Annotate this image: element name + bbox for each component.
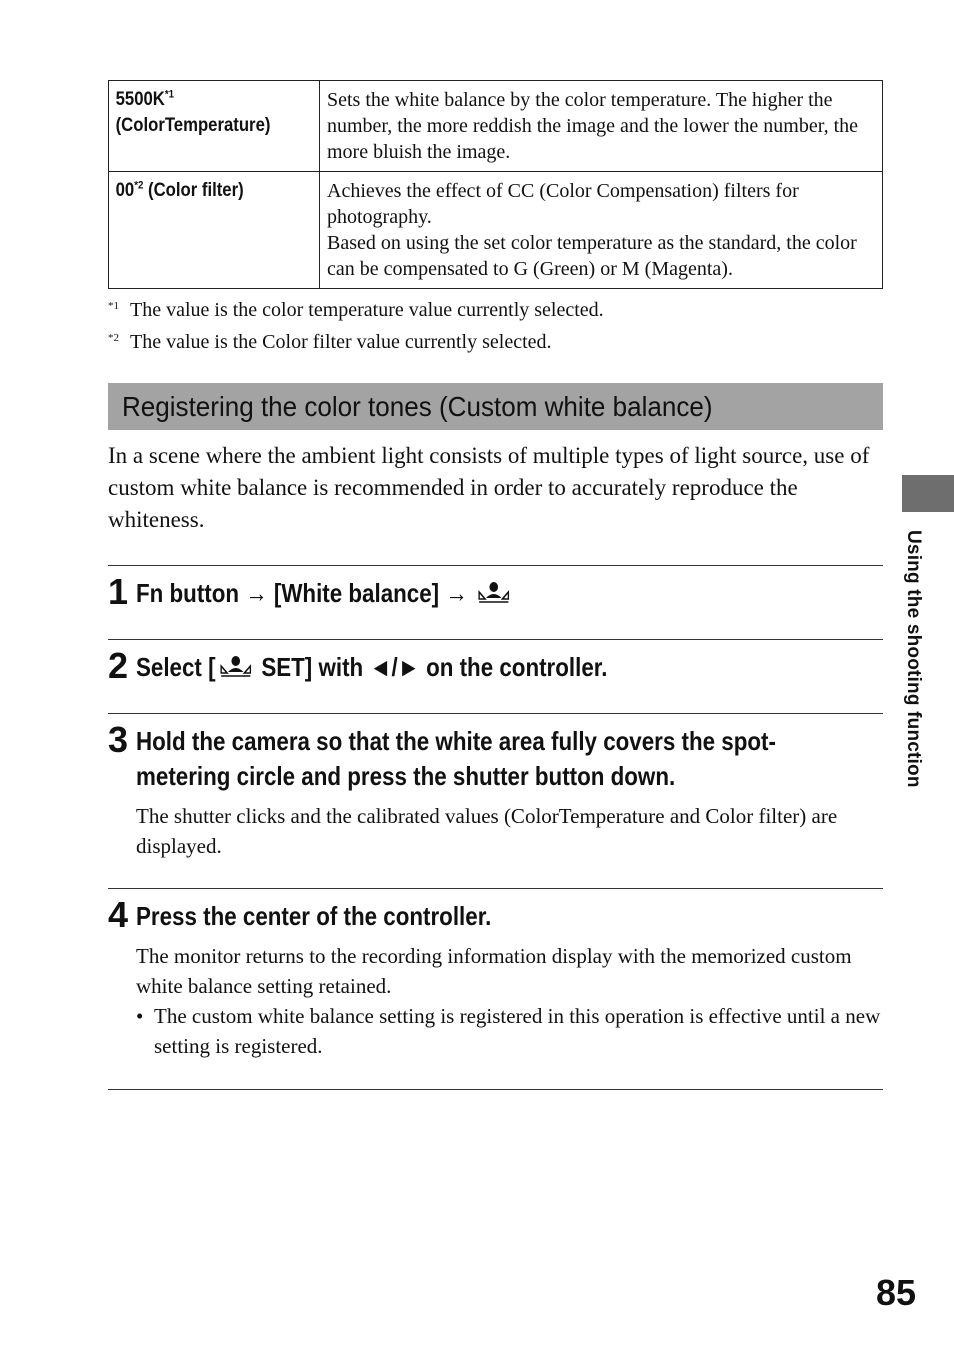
section-end-divider <box>108 1089 883 1090</box>
chapter-tab-marker <box>902 475 954 512</box>
white-balance-table <box>108 80 883 289</box>
step-divider <box>108 888 883 889</box>
section-header: Registering the color tones (Custom white balance) <box>108 383 883 430</box>
footnote: *1 The value is the color temperature value currently selected. <box>108 299 604 321</box>
step-divider <box>108 639 883 640</box>
table-desc-cell: Achieves the effect of CC (Color Compensation) filters for photography. Based on using the set color temperature as the standard, the color can be compensated to G (Green) or M (Magenta). <box>320 172 883 289</box>
page-number: 85 <box>875 1272 916 1313</box>
step-body: The monitor returns to the recording information display with the memorized custom white balance setting retained. • The custom white balance setting is registered in this operation is effective until a new setting is registered. <box>136 941 881 1061</box>
step-divider <box>108 565 883 566</box>
chapter-label: Using the shooting function <box>903 530 924 788</box>
footnote: *2 The value is the Color filter value currently selected. <box>108 331 552 353</box>
table-key-cell: 00$^{*2}$ (Color filter) <box>109 172 295 289</box>
section-intro: In a scene where the ambient light consists of multiple types of light source, use of custom white balance is recommended in order to accurately reproduce the whiteness. <box>108 443 870 532</box>
table-desc-cell: Sets the white balance by the color temperature. The higher the number, the more reddish the image and the lower the number, the more bluish the image. <box>320 81 883 172</box>
list-item: • The custom white balance setting is registered in this operation is effective until a new setting is registered. <box>136 1004 881 1058</box>
step-title: Press the center of the controller. <box>136 901 492 931</box>
step-body: The shutter clicks and the calibrated values (ColorTemperature and Color filter) are displayed. <box>136 804 838 858</box>
step-number: 4 <box>108 894 129 935</box>
footnotes <box>108 296 883 360</box>
custom-white-balance-icon <box>219 654 252 678</box>
step-number: 1 <box>108 571 129 612</box>
step-title: Fn button → [White balance] → <box>136 576 856 611</box>
step-title: Select [ SET] with ◄/► on the controller. <box>136 652 608 682</box>
step-title: Hold the camera so that the white area fully covers the spot- metering circle and press the shutter button down. <box>136 726 776 791</box>
table-row <box>109 81 883 172</box>
table-key-cell: $5500K^{*1}$ (ColorTemperature) <box>109 81 295 172</box>
step-number: 2 <box>108 645 129 686</box>
step-number: 3 <box>108 719 129 760</box>
step-divider <box>108 713 883 714</box>
table-row <box>109 172 883 289</box>
custom-white-balance-icon <box>477 580 510 604</box>
